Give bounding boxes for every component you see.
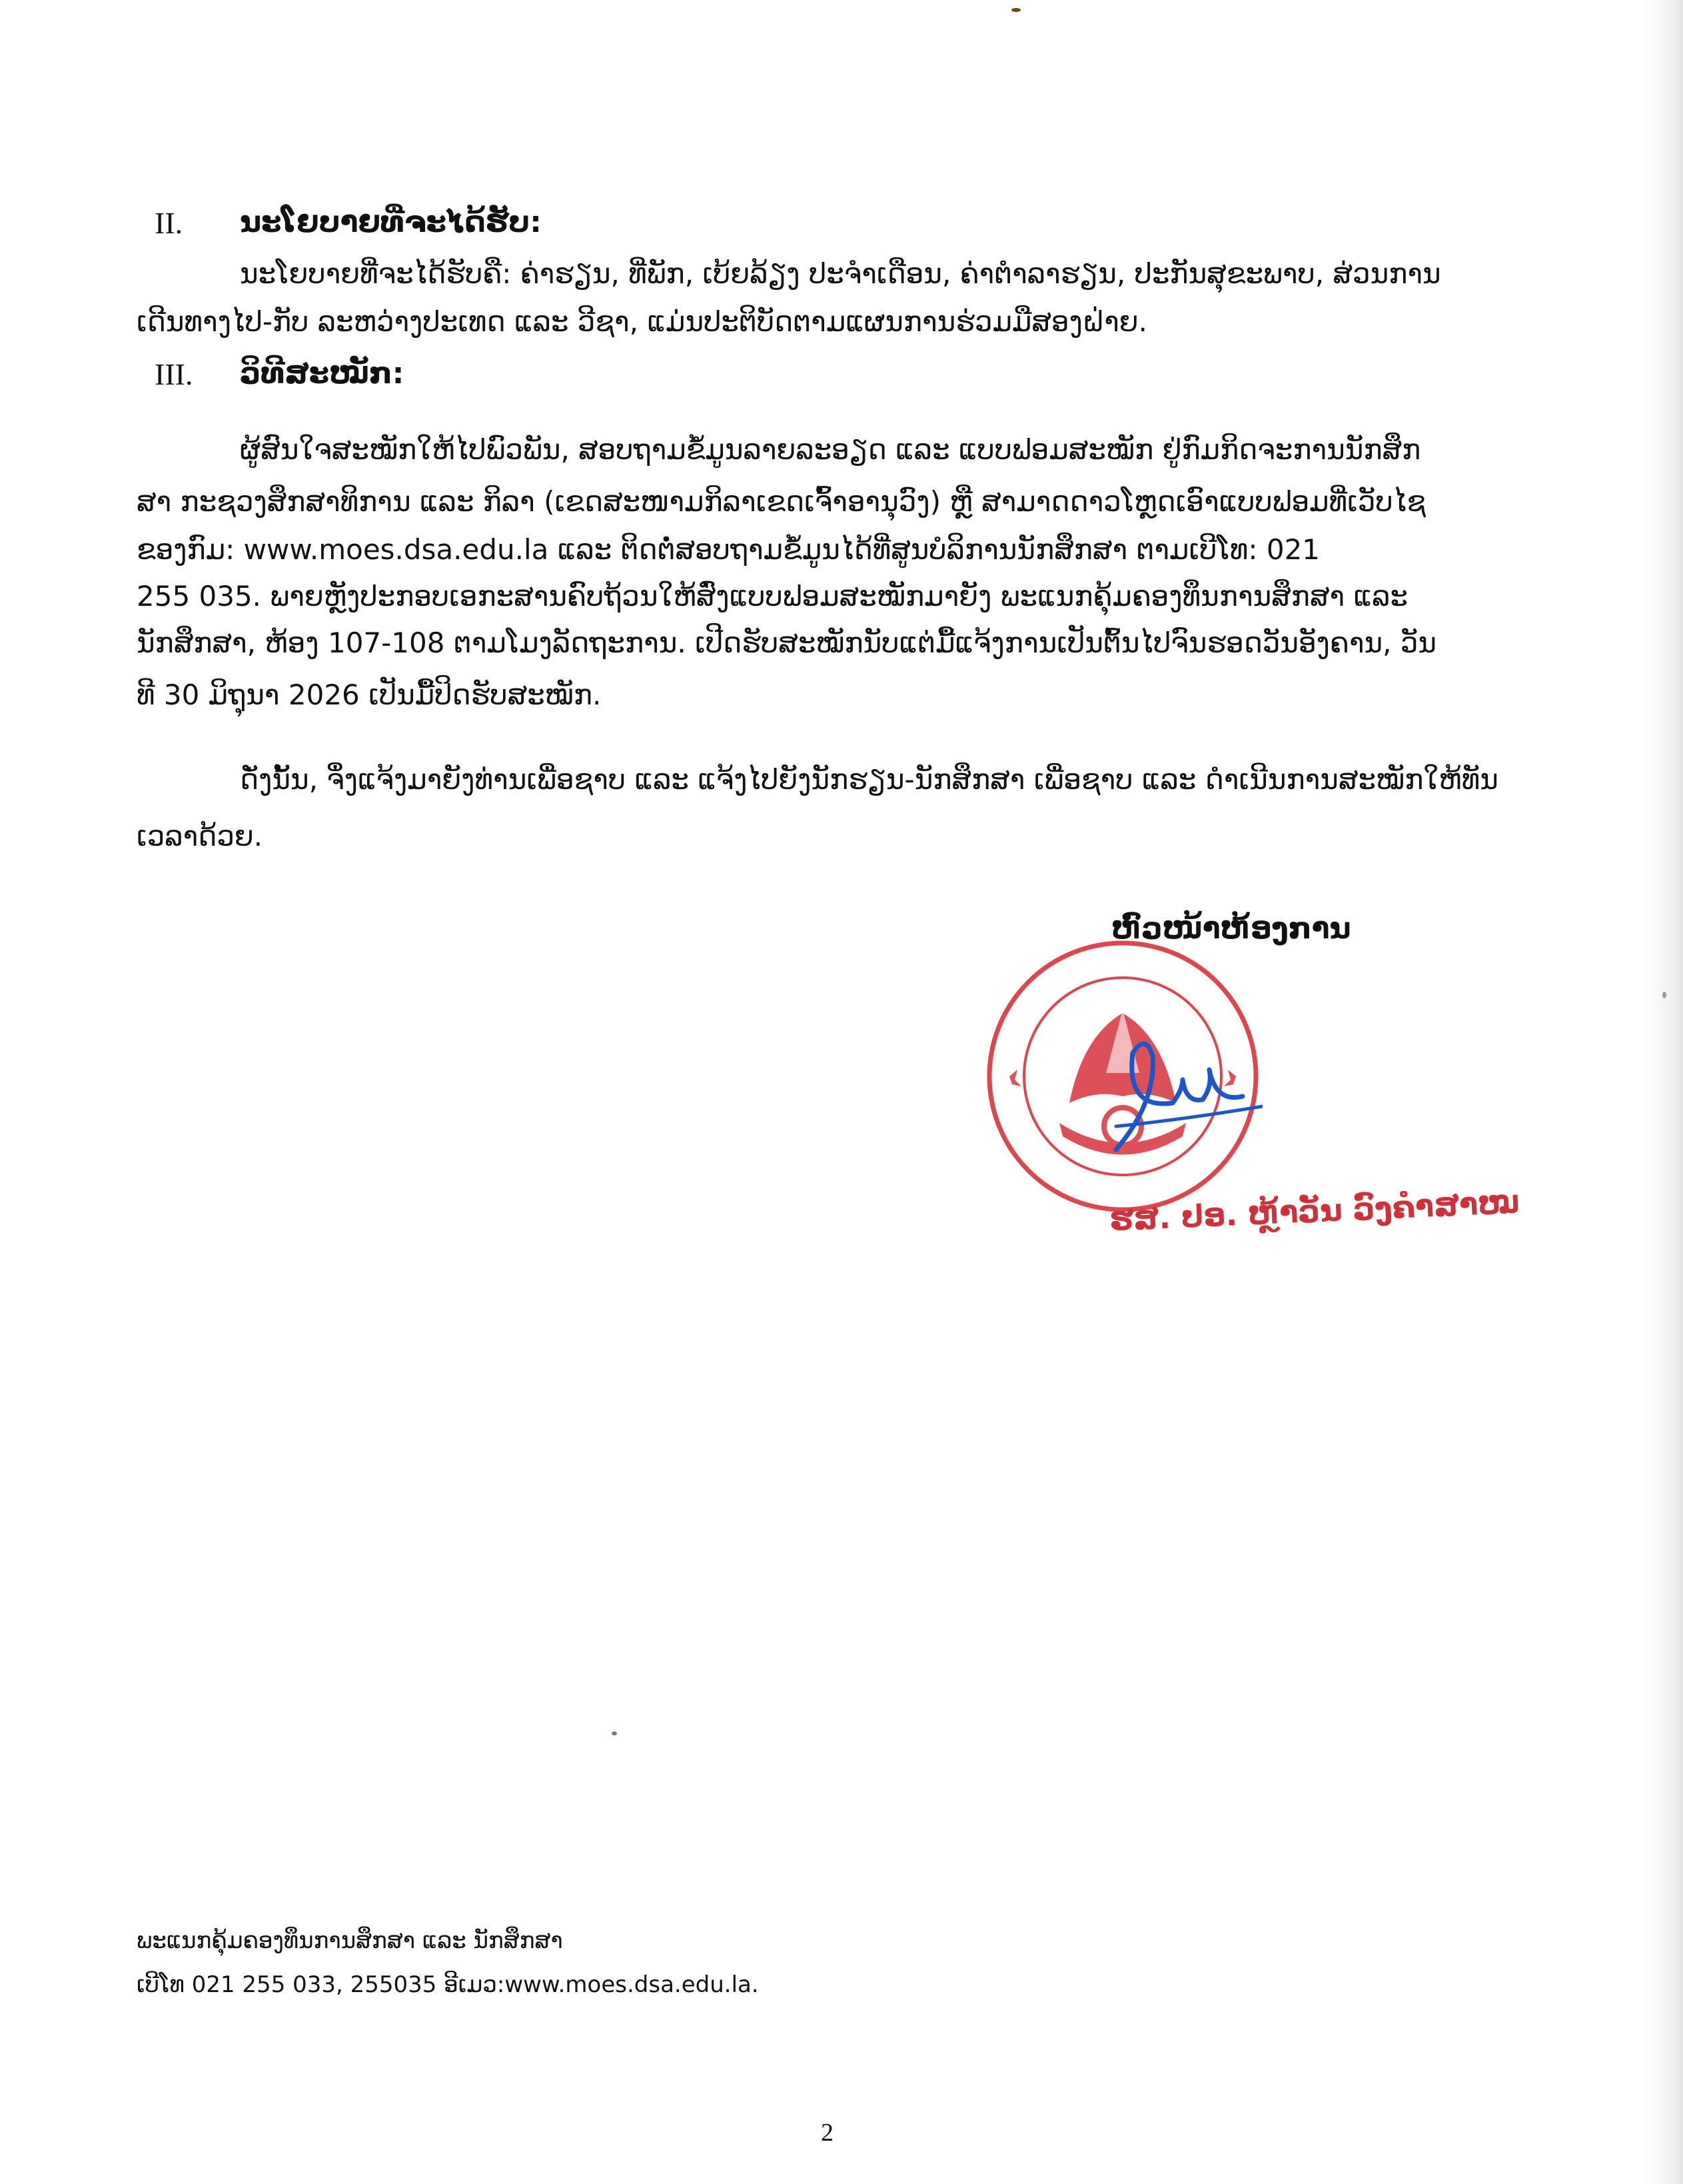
paragraph-line: ຂອງກົມ: www.moes.dsa.edu.la ແລະ ຕິດຕໍ່ສອບຖາມຂໍ້ມູນໄດ້ທີ່ສູນບໍລິການນັກສຶກສາ ຕາມເບີໂທ: 021	[137, 533, 1321, 566]
paragraph-line: ສາ ກະຊວງສຶກສາທິການ ແລະ ກິລາ (ເຂດສະໜາມກິລາເຂດເຈົ້າອານຸວົງ) ຫຼື ສາມາດດາວໂຫຼດເອົາແບບຟອມທີ່ເວັບໄຊ	[137, 485, 1426, 518]
text-line: ນະໂຍບາຍທີ່ຈະໄດ້ຮັບຄື: ຄ່າຮຽນ, ທີ່ພັກ, ເບ້ຍລ້ຽງ ປະຈຳເດືອນ, ຄ່າຕຳລາຮຽນ, ປະກັນສຸຂະພາບ, ສ່ວນການ	[240, 257, 1441, 290]
signature-title: ຫົວໜ້າຫ້ອງການ	[1111, 912, 1351, 946]
section-title: ນະໂຍບາຍທີ່ຈະໄດ້ຮັບ:	[240, 205, 542, 239]
paragraph-line: ເວລາດ້ວຍ.	[137, 820, 263, 852]
paragraph-line: ທີ 30 ມິຖຸນາ 2026 ເປັນມື້ປິດຮັບສະໝັກ.	[137, 678, 602, 711]
page-number: 2	[821, 2119, 834, 2147]
paragraph-line: ເດີນທາງໄປ-ກັບ ລະຫວ່າງປະເທດ ແລະ ວີຊາ, ແມ່ນປະຕິບັດຕາມແຜນການຮ່ວມມືສອງຝ່າຍ.	[137, 305, 1147, 338]
section-number: III.	[155, 357, 193, 391]
section-title: ວິທີສະໝັກ:	[240, 357, 404, 391]
footer-contact: ເບີໂທ 021 255 033, 255035 ອີເມວ:www.moes.dsa.edu.la.	[137, 1971, 759, 1998]
scan-speck	[612, 1731, 617, 1735]
scan-speck	[1662, 992, 1666, 998]
scan-speck	[1011, 8, 1021, 12]
footer-department: ພະແນກຄຸ້ມຄອງທຶນການສຶກສາ ແລະ ນັກສຶກສາ	[137, 1927, 563, 1954]
scan-edge-shadow	[1643, 0, 1683, 2184]
official-stamp	[983, 936, 1263, 1216]
paragraph-line: 255 035. ພາຍຫຼັງປະກອບເອກະສານຄົບຖ້ວນໃຫ້ສົ່ງແບບຟອມສະໝັກມາຍັງ ພະແນກຄຸ້ມຄອງທຶນການສຶກສາ ແລະ	[137, 580, 1408, 612]
paragraph-line: ຜູ້ສົນໃຈສະໝັກໃຫ້ໄປພົວພັນ, ສອບຖາມຂໍ້ມູນລາຍລະອຽດ ແລະ ແບບຟອມສະໝັກ ຢູ່ກົມກິດຈະການນັກສຶກ	[240, 433, 1421, 466]
paragraph-line	[240, 257, 1506, 290]
signer-name: ຮສ. ປອ. ຫຼ້າວັນ ວົງຄຳສາໝ	[1109, 1184, 1520, 1238]
section-number: II.	[155, 206, 183, 240]
paragraph-line: ດັ່ງນັ້ນ, ຈຶ່ງແຈ້ງມາຍັງທ່ານເພື່ອຊາບ ແລະ ແຈ້ງໄປຍັງນັກຮຽນ-ນັກສຶກສາ ເພື່ອຊາບ ແລະ ດຳເນີນການສະໝັກໃຫ້ທັນ	[240, 763, 1498, 796]
paragraph-line: ນັກສຶກສາ, ຫ້ອງ 107-108 ຕາມໂມງລັດຖະການ. ເປີດຮັບສະໝັກນັບແຕ່ມື້ແຈ້ງການເປັນຕົ້ນໄປຈົນຮອດວັນອັງຄານ, ວັນ	[137, 626, 1437, 659]
